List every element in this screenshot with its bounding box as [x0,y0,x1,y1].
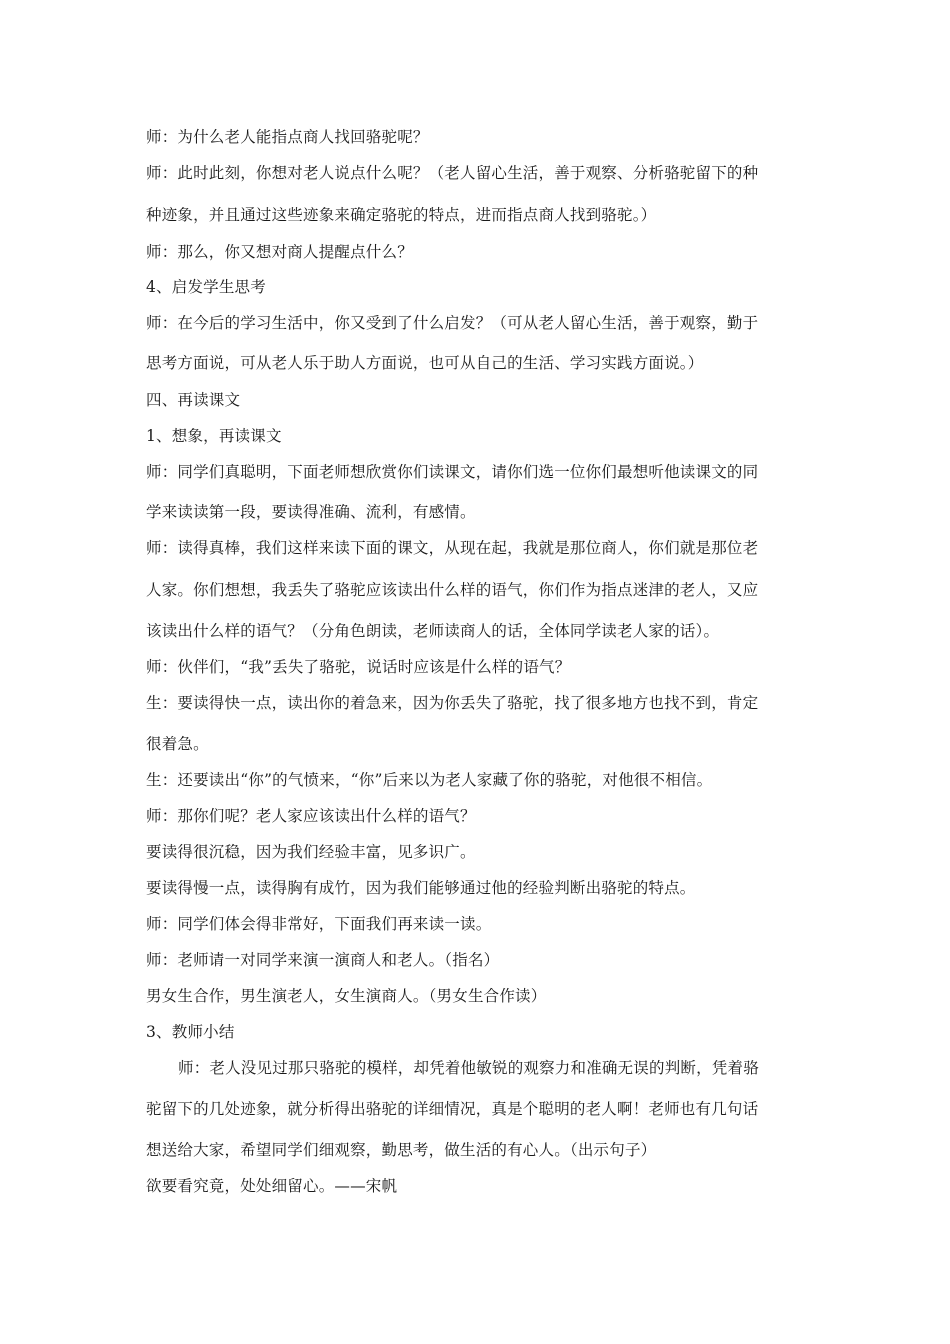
text-line: 师：同学们真聪明，下面老师想欣赏你们读课文，请你们选一位你们最想听他读课文的同 [146,463,759,481]
text-line: 想送给大家，希望同学们细观察，勤思考，做生活的有心人。（出示句子） [146,1141,657,1159]
text-line: 生：要读得快一点，读出你的着急来，因为你丢失了骆驼，找了很多地方也找不到，肯定 [146,694,759,712]
text-line: 人家。你们想想，我丢失了骆驼应该读出什么样的语气，你们作为指点迷津的老人，又应 [146,581,759,599]
text-line: 师：为什么老人能指点商人找回骆驼呢？ [146,128,429,146]
text-line: 师：此时此刻，你想对老人说点什么呢？（老人留心生活，善于观察、分析骆驼留下的种 [146,164,759,182]
text-line: 师：老人没见过那只骆驼的模样，却凭着他敏锐的观察力和准确无误的判断，凭着骆 [178,1059,759,1077]
text-line: 驼留下的几处迹象，就分析得出骆驼的详细情况，真是个聪明的老人啊！老师也有几句话 [146,1100,759,1118]
section-heading: 四、再读课文 [146,391,241,409]
section-heading: 1、想象，再读课文 [146,427,282,445]
section-heading: 4、启发学生思考 [146,278,266,296]
text-line: 学来读读第一段，要读得准确、流利，有感情。 [146,503,476,521]
text-line: 师：伙伴们，“我”丢失了骆驼，说话时应该是什么样的语气？ [146,658,571,676]
text-line: 种迹象，并且通过这些迹象来确定骆驼的特点，进而指点商人找到骆驼。） [146,206,657,224]
text-line: 思考方面说，可从老人乐于助人方面说，也可从自己的生活、学习实践方面说。） [146,354,704,372]
text-line: 师：在今后的学习生活中，你又受到了什么启发？（可从老人留心生活，善于观察，勤于 [146,314,759,332]
section-heading: 3、教师小结 [146,1023,235,1041]
text-line: 要读得慢一点，读得胸有成竹，因为我们能够通过他的经验判断出骆驼的特点。 [146,879,696,897]
text-line: 师：那你们呢？老人家应该读出什么样的语气？ [146,807,476,825]
text-line: 师：读得真棒，我们这样来读下面的课文，从现在起，我就是那位商人，你们就是那位老 [146,539,759,557]
text-line: 要读得很沉稳，因为我们经验丰富，见多识广。 [146,843,476,861]
text-line: 男女生合作，男生演老人，女生演商人。（男女生合作读） [146,987,547,1005]
quote-line: 欲要看究竟，处处细留心。——宋帆 [146,1177,398,1195]
text-line: 师：老师请一对同学来演一演商人和老人。（指名） [146,951,500,969]
text-line: 师：那么，你又想对商人提醒点什么？ [146,243,413,261]
text-line: 很着急。 [146,735,209,753]
text-line: 师：同学们体会得非常好，下面我们再来读一读。 [146,915,492,933]
text-line: 该读出什么样的语气？（分角色朗读，老师读商人的话，全体同学读老人家的话）。 [146,622,720,640]
text-line: 生：还要读出“你”的气愤来，“你”后来以为老人家藏了你的骆驼，对他很不相信。 [146,771,713,789]
